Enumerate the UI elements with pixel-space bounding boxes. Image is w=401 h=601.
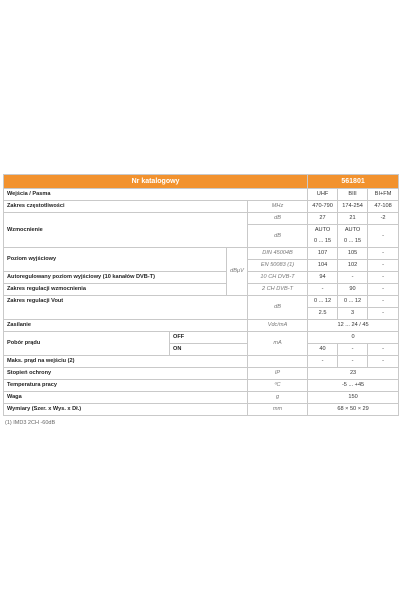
cell: 105 [338, 248, 368, 260]
row-label: Waga [4, 392, 248, 404]
cell: 0 ... 15 [338, 236, 368, 248]
cell: - [368, 260, 399, 272]
standard: EN 50083 (1) [248, 260, 308, 272]
cell: 40 [308, 344, 338, 356]
cell: - [368, 225, 399, 248]
cell: 102 [338, 260, 368, 272]
table-row [4, 392, 399, 404]
row-label: Pobór prądu [4, 332, 170, 356]
cell: 68 × 50 × 29 [308, 404, 399, 416]
cell: - [368, 308, 399, 320]
cell: BIII [338, 189, 368, 201]
cell: 21 [338, 213, 368, 225]
row-label: Stopień ochrony [4, 368, 248, 380]
cell: 12 ... 24 / 45 [308, 320, 399, 332]
unit: dBµV [227, 248, 248, 296]
cell: 2.5 [308, 308, 338, 320]
table-row [4, 189, 399, 201]
row-label: Wzmocnienie [4, 213, 248, 248]
cell: 174-254 [338, 201, 368, 213]
cell: AUTO [338, 225, 368, 237]
table-row [4, 213, 399, 225]
footnote: (1) IMD3 2CH -60dB [5, 420, 56, 426]
cell: - [368, 272, 399, 284]
row-label: Maks. prąd na wejściu (2) [4, 356, 248, 368]
cell: 94 [308, 272, 338, 284]
cell: 23 [308, 368, 399, 380]
row-label: Zasilanie [4, 320, 248, 332]
cell: 3 [338, 308, 368, 320]
unit: g [248, 392, 308, 404]
unit: IP [248, 368, 308, 380]
cell: 0 ... 12 [308, 296, 338, 308]
table-row [4, 320, 399, 332]
cell: UHF [308, 189, 338, 201]
unit: mA [248, 332, 308, 356]
row-label: Autoregulowany poziom wyjściowy (10 kanałów DVB-T) [4, 272, 227, 284]
catalog-label: Nr katalogowy [4, 175, 308, 189]
cell: 107 [308, 248, 338, 260]
cell: 0 [308, 332, 399, 344]
unit: dB [248, 225, 308, 248]
cell: 90 [338, 284, 368, 296]
row-label: Zakres regulacji Vout [4, 296, 248, 320]
cell: - [368, 344, 399, 356]
unit: dB [248, 296, 308, 320]
table-row [4, 284, 399, 296]
cell: AUTO [308, 225, 338, 237]
table-row [4, 296, 399, 308]
row-label: Zakres częstotliwości [4, 201, 248, 213]
cell: - [368, 296, 399, 308]
cell: 104 [308, 260, 338, 272]
unit: Vdc/mA [248, 320, 308, 332]
cell: 0 ... 12 [338, 296, 368, 308]
row-label: Wejścia / Pasma [4, 189, 308, 201]
table-row [4, 248, 399, 260]
row-label: Wymiary (Szer. x Wys. x Dł.) [4, 404, 248, 416]
standard: 2 CH DVB-T [248, 284, 308, 296]
header-row [4, 175, 399, 189]
sub-label-on: ON [170, 344, 248, 356]
cell: 470-790 [308, 201, 338, 213]
cell: 150 [308, 392, 399, 404]
spec-table [3, 174, 399, 416]
cell: -5 ... +45 [308, 380, 399, 392]
cell: - [338, 356, 368, 368]
row-label: Temperatura pracy [4, 380, 248, 392]
unit: MHz [248, 201, 308, 213]
sub-label-off: OFF [170, 332, 248, 344]
cell: -2 [368, 213, 399, 225]
cell: - [338, 344, 368, 356]
row-label: Poziom wyjściowy [4, 248, 227, 272]
cell: - [368, 284, 399, 296]
table-row [4, 380, 399, 392]
cell: 47-108 [368, 201, 399, 213]
row-label: Zakres regulacji wzmocnienia [4, 284, 227, 296]
table-row [4, 368, 399, 380]
cell: 0 ... 15 [308, 236, 338, 248]
unit: mm [248, 404, 308, 416]
standard: 10 CH DVB-T [248, 272, 308, 284]
standard: DIN 45004B [248, 248, 308, 260]
cell: BI+FM [368, 189, 399, 201]
table-row [4, 272, 399, 284]
cell: - [338, 272, 368, 284]
cell: - [308, 356, 338, 368]
table-row [4, 404, 399, 416]
unit: dB [248, 213, 308, 225]
table-row [4, 201, 399, 213]
cell: - [308, 284, 338, 296]
table-row [4, 332, 399, 344]
cell: - [368, 356, 399, 368]
unit: ºC [248, 380, 308, 392]
cell: - [368, 248, 399, 260]
cell: 27 [308, 213, 338, 225]
catalog-number: 561801 [308, 175, 399, 189]
unit [248, 356, 308, 368]
table-row [4, 356, 399, 368]
